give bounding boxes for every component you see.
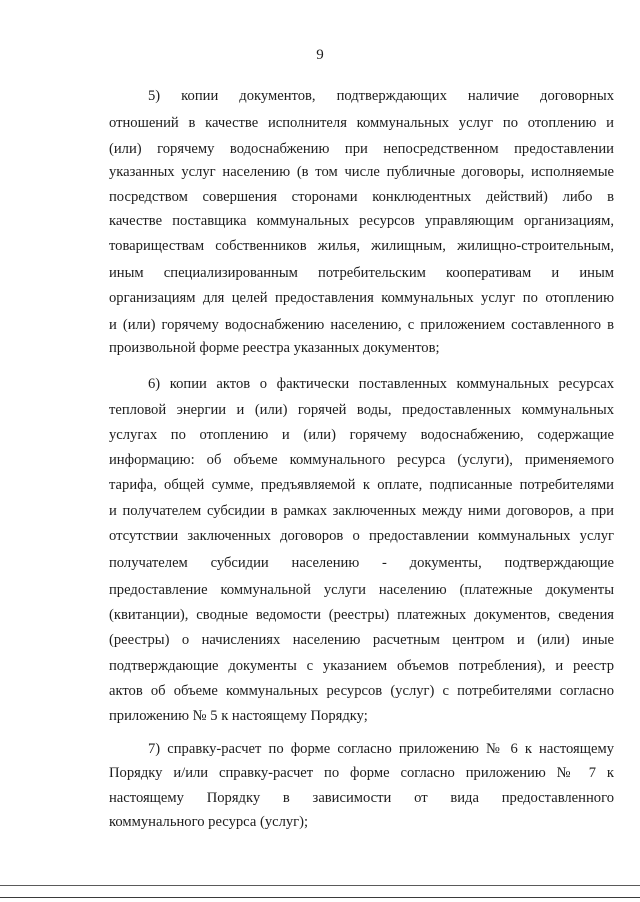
text-line: отсутствии заключенных договоров о предоставлении коммунальных услуг (109, 528, 614, 544)
scan-edge-divider (0, 897, 640, 898)
text-line: качестве поставщика коммунальных ресурсов управляющим организациям, (109, 213, 614, 229)
text-line: услугах по отоплению и (или) горячему водоснабжению, содержащие (109, 427, 614, 443)
text-line: 5) копии документов, подтверждающих наличие договорных (148, 88, 614, 104)
text-line: и (или) горячему водоснабжению населению, с приложением составленного в (109, 317, 614, 333)
text-line: посредством совершения сторонами конклюдентных действий) либо в (109, 189, 614, 205)
text-line: подтверждающие документы с указанием объемов потребления), и реестр (109, 658, 614, 674)
text-line: информацию: об объеме коммунального ресурса (услуги), применяемого (109, 452, 614, 468)
page-number: 9 (316, 47, 324, 63)
text-line: актов об объеме коммунальных ресурсов (услуг) с потребителями согласно (109, 683, 614, 699)
text-line: приложению № 5 к настоящему Порядку; (109, 708, 368, 724)
text-line: тепловой энергии и (или) горячей воды, предоставленных коммунальных (109, 402, 614, 418)
text-line: 7) справку-расчет по форме согласно приложению № 6 к настоящему (148, 741, 614, 757)
text-line: организациям для целей предоставления коммунальных услуг по отоплению (109, 290, 614, 306)
text-line: (или) горячему водоснабжению при непосредственном предоставлении (109, 141, 614, 157)
text-line: коммунального ресурса (услуг); (109, 814, 309, 830)
text-line: (реестры) о начислениях населению расчетным центром и (или) иные (109, 632, 614, 648)
text-line: указанных услуг населению (в том числе публичные договоры, исполняемые (109, 164, 614, 180)
text-line: произвольной форме реестра указанных документов; (109, 340, 440, 356)
text-line: настоящему Порядку в зависимости от вида предоставленного (109, 790, 614, 806)
text-line: иным специализированным потребительским кооперативам и иным (109, 265, 614, 281)
text-line: и получателем субсидии в рамках заключенных между ними договоров, а при (109, 503, 614, 519)
text-line: тарифа, общей сумме, предъявляемой к оплате, подписанные потребителями (109, 477, 614, 493)
text-line: отношений в качестве исполнителя коммунальных услуг по отоплению и (109, 115, 614, 131)
text-line: (квитанции), сводные ведомости (реестры) платежных документов, сведения (109, 607, 614, 623)
text-line: Порядку и/или справку-расчет по форме согласно приложению № 7 к (109, 765, 614, 781)
text-line: предоставление коммунальной услуги населению (платежные документы (109, 582, 614, 598)
text-line: получателем субсидии населению - документы, подтверждающие (109, 555, 614, 571)
scan-edge-divider (0, 885, 640, 886)
text-line: товариществам собственников жилья, жилищным, жилищно-строительным, (109, 238, 614, 254)
text-line: 6) копии актов о фактически поставленных коммунальных ресурсах (148, 376, 614, 392)
